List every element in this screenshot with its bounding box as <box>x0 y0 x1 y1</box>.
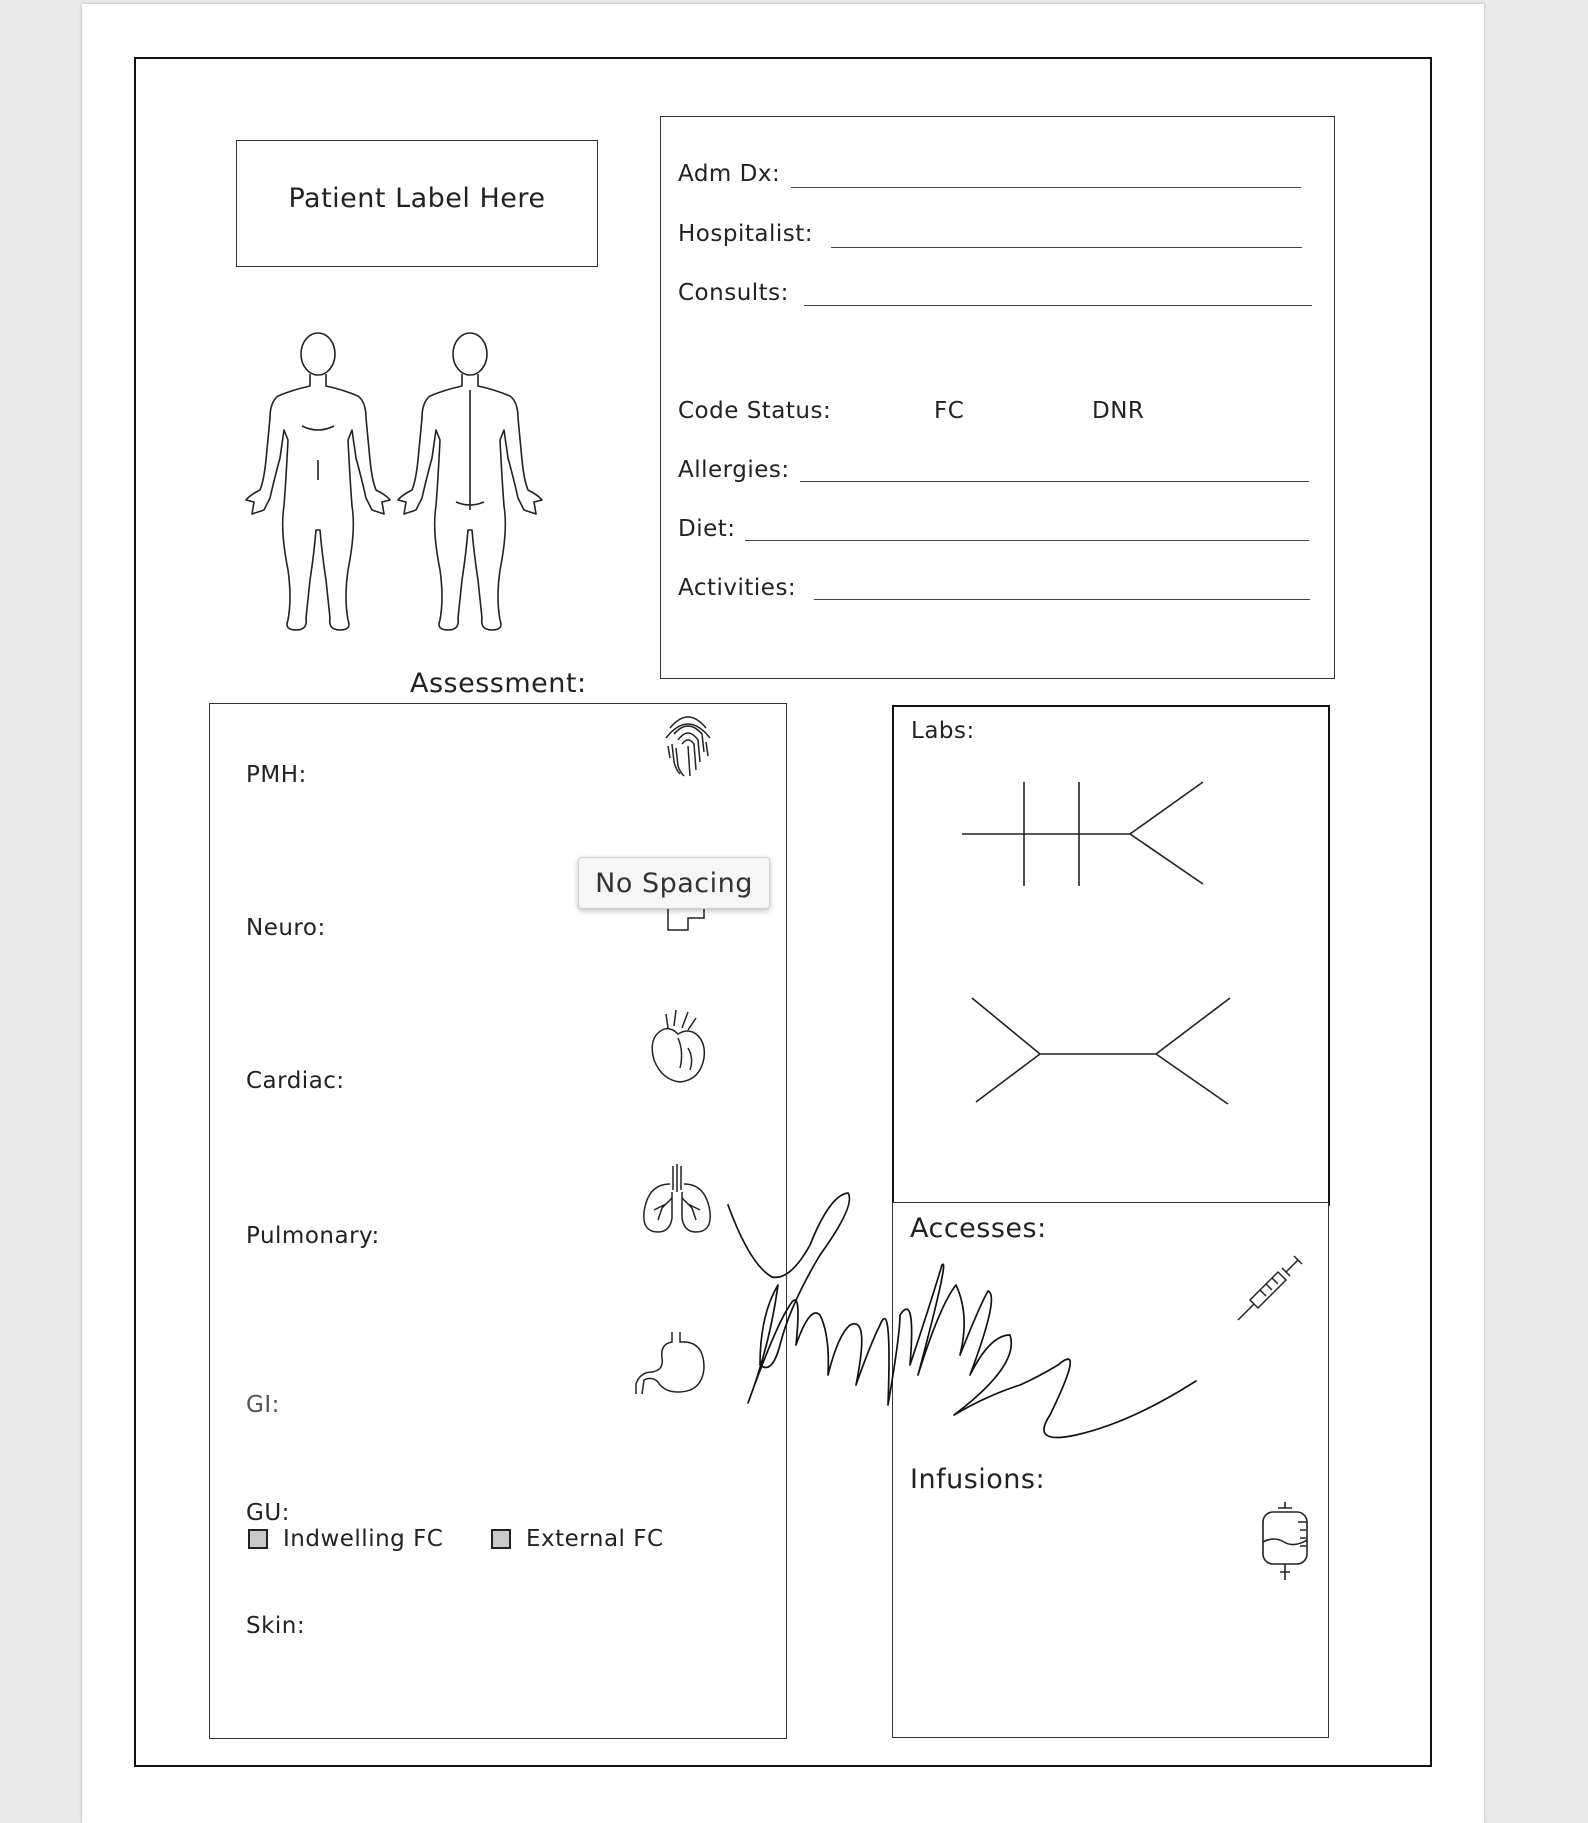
code-status-box <box>660 360 1335 679</box>
diet-line[interactable] <box>745 540 1309 541</box>
lungs-icon <box>640 1162 714 1236</box>
allergies-label: Allergies: <box>678 457 790 483</box>
skin-label: Skin: <box>246 1613 306 1639</box>
style-tooltip: No Spacing <box>578 857 770 909</box>
syringe-icon <box>1236 1252 1306 1322</box>
indwelling-fc-label: Indwelling FC <box>283 1526 444 1552</box>
activities-label: Activities: <box>678 575 797 601</box>
stomach-icon <box>634 1330 708 1398</box>
signature-scribble <box>720 1185 1200 1445</box>
heart-icon <box>648 1008 708 1084</box>
code-status-label: Code Status: <box>678 398 832 424</box>
consults-label: Consults: <box>678 280 789 306</box>
code-status-dnr[interactable]: DNR <box>1092 398 1145 424</box>
allergies-line[interactable] <box>800 481 1309 482</box>
indwelling-fc-checkbox[interactable] <box>248 1529 268 1549</box>
gu-label: GU: <box>246 1500 290 1526</box>
infusions-title: Infusions: <box>910 1464 1046 1495</box>
fingerprint-icon <box>660 708 716 780</box>
admission-info-box <box>660 116 1335 363</box>
body-back-figure <box>398 333 542 630</box>
patient-label-box <box>236 140 598 267</box>
cbc-fishbone-icon <box>970 996 1232 1106</box>
pulmonary-label: Pulmonary: <box>246 1223 380 1249</box>
accesses-title: Accesses: <box>910 1213 1047 1244</box>
bmp-fishbone-icon <box>962 780 1212 890</box>
body-diagram-icon <box>240 330 560 640</box>
labs-title: Labs: <box>911 718 975 744</box>
gi-label: GI: <box>246 1392 280 1418</box>
code-status-fc[interactable]: FC <box>934 398 965 424</box>
assessment-title: Assessment: <box>410 668 587 699</box>
neuro-label: Neuro: <box>246 915 326 941</box>
diet-label: Diet: <box>678 516 736 542</box>
patient-label-text: Patient Label Here <box>288 183 546 214</box>
pmh-label: PMH: <box>246 762 307 788</box>
activities-line[interactable] <box>814 599 1310 600</box>
external-fc-label: External FC <box>526 1526 664 1552</box>
cardiac-label: Cardiac: <box>246 1068 345 1094</box>
iv-bag-icon <box>1260 1500 1310 1582</box>
hospitalist-line[interactable] <box>831 247 1302 248</box>
hospitalist-label: Hospitalist: <box>678 221 813 247</box>
external-fc-checkbox[interactable] <box>491 1529 511 1549</box>
infusions-box <box>892 1452 1329 1738</box>
consults-line[interactable] <box>804 305 1312 306</box>
adm-dx-line[interactable] <box>791 187 1301 188</box>
adm-dx-label: Adm Dx: <box>678 161 781 187</box>
body-front-figure <box>246 333 390 630</box>
